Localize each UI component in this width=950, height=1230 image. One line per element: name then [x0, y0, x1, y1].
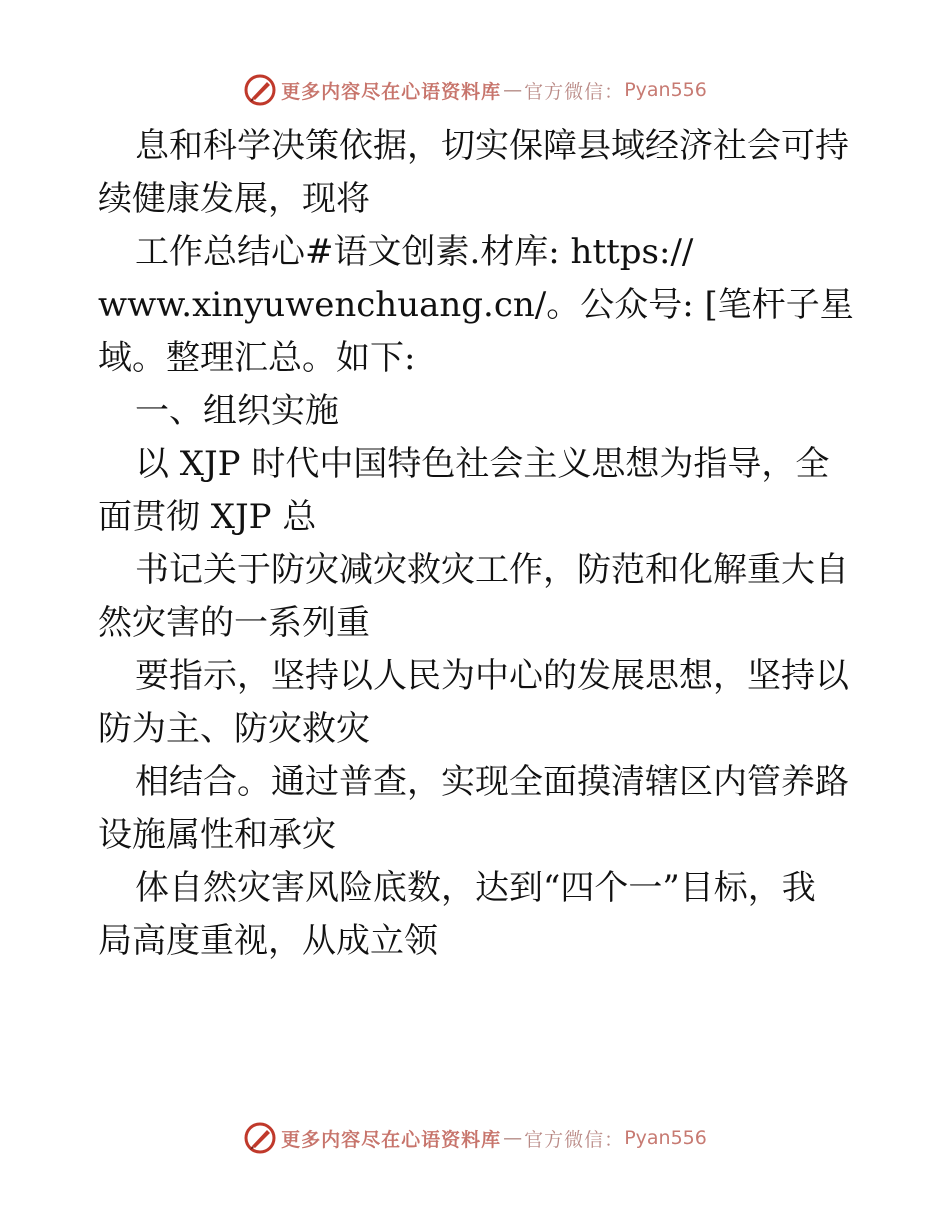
text-line: 体自然灾害风险底数，达到“四个一”目标，我: [135, 868, 816, 908]
text-line: www.xinyuwenchuang.cn/。公众号: [笔杆子星: [98, 285, 854, 325]
paragraph: [98, 756, 858, 862]
text-line: 续健康发展，现将: [98, 179, 370, 219]
text-line: 防为主、防灾救灾: [98, 709, 370, 749]
banner-dash: —: [503, 1127, 523, 1149]
footer-watermark-banner: [0, 1118, 950, 1158]
paragraph: [98, 438, 858, 544]
banner-title: 更多内容尽在心语资料库: [281, 1128, 502, 1151]
banner-wechat-label: 官方微信：: [524, 1128, 625, 1151]
quill-logo-icon: [243, 73, 277, 107]
banner-wechat-id: Pyan556: [624, 79, 707, 101]
banner-wechat-id: Pyan556: [624, 1127, 707, 1149]
paragraph: [98, 120, 858, 226]
text-line: 域。整理汇总。如下:: [98, 338, 416, 378]
banner-title: 更多内容尽在心语资料库: [281, 80, 502, 103]
text-line: 以 XJP 时代中国特色社会主义思想为指导，全: [135, 444, 830, 484]
document-body: [98, 120, 858, 968]
text-line: 息和科学决策依据，切实保障县域经济社会可持: [135, 126, 849, 166]
text-line: 面贯彻 XJP 总: [98, 497, 317, 537]
text-line: 要指示，坚持以人民为中心的发展思想，坚持以: [135, 656, 849, 696]
paragraph: [98, 385, 858, 438]
banner-wechat-label: 官方微信：: [524, 80, 625, 103]
paragraph: [98, 650, 858, 756]
text-line: 局高度重视，从成立领: [98, 921, 438, 961]
paragraph: [98, 226, 858, 385]
paragraph: [98, 862, 858, 968]
paragraph: [98, 544, 858, 650]
text-line: 相结合。通过普查，实现全面摸清辖区内管养路: [135, 762, 849, 802]
header-watermark-banner: [0, 70, 950, 110]
text-line: 一、组织实施: [135, 391, 339, 431]
text-line: 书记关于防灾减灾救灾工作，防范和化解重大自: [135, 550, 849, 590]
quill-logo-icon: [243, 1121, 277, 1155]
banner-dash: —: [503, 79, 523, 101]
text-line: 设施属性和承灾: [98, 815, 336, 855]
text-line: 工作总结心#语文创素.材库: https://: [135, 232, 694, 272]
text-line: 然灾害的一系列重: [98, 603, 370, 643]
